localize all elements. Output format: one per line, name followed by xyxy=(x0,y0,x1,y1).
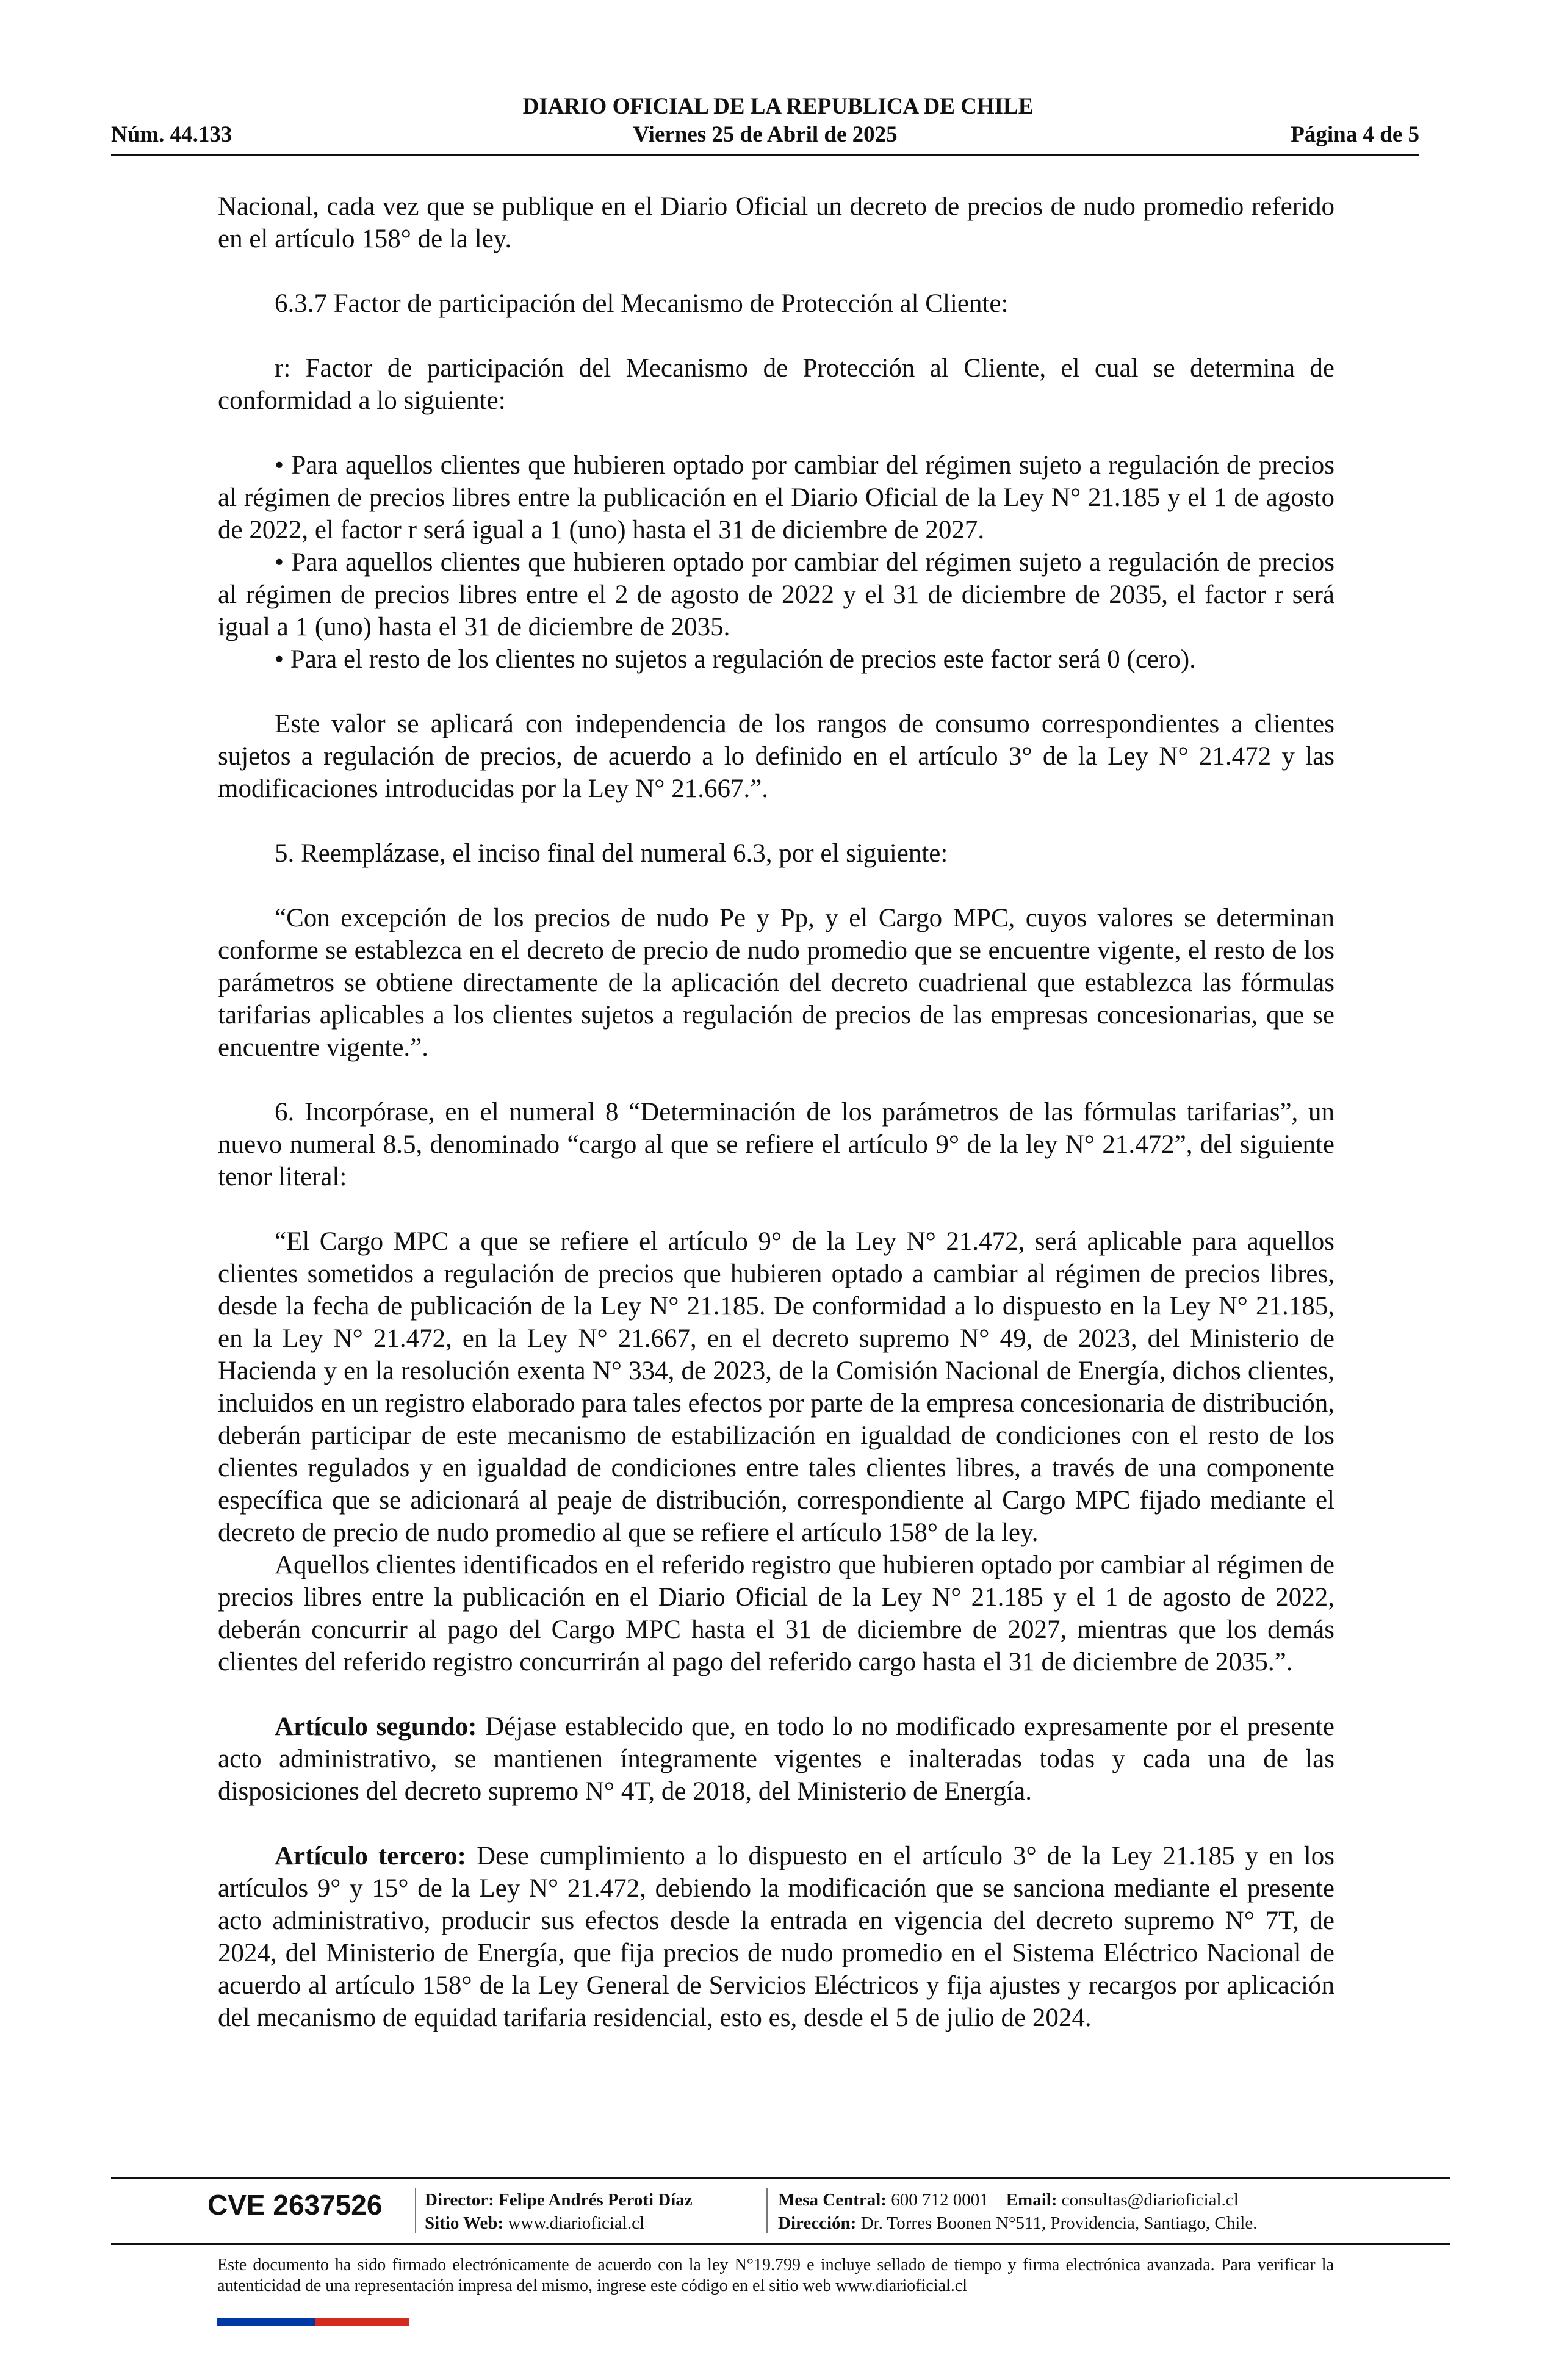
footer-separator xyxy=(766,2188,768,2233)
quoted-paragraph: “Con excepción de los precios de nudo Pe y Pp, y el Cargo MPC, cuyos valores se determinan conforme se establezca en el decreto de precio de nudo promedio que se encuentre vigente, el resto de los parámetros se obtiene directamente de la aplicación del decreto cuadrienal que establezca las fórmulas tarifarias aplicables a los clientes sujetos a regulación de precios de las empresas concesionarias, que se encuentre vigente.”. xyxy=(218,904,1334,1062)
address-label: Dirección: xyxy=(778,2213,857,2233)
paragraph: Este valor se aplicará con independencia de los rangos de consumo correspondientes a clientes sujetos a regulación de precios, de acuerdo a lo definido en el artículo 3° de la Ley N° 21.472 y las modificaciones introducidas por la Ley N° 21.667.”. xyxy=(218,710,1334,803)
header-row xyxy=(111,121,1419,149)
article-label: Artículo segundo: xyxy=(275,1712,477,1741)
mesa-value: 600 712 0001 xyxy=(886,2190,989,2210)
footer-contact-block xyxy=(778,2188,1257,2235)
bullet-item: • Para el resto de los clientes no sujetos a regulación de precios este factor será 0 (cero). xyxy=(275,645,1196,674)
newspaper-title: DIARIO OFICIAL DE LA REPUBLICA DE CHILE xyxy=(522,94,1034,119)
signature-note: Este documento ha sido firmado electrónicamente de acuerdo con la ley N°19.799 e incluye sellado de tiempo y firma electrónica avanzada. Para verificar la autenticidad de una representación impresa del mismo, ingrese este código en el sitio web www.diarioficial.cl xyxy=(217,2256,1334,2295)
footer-divider xyxy=(111,2243,1450,2245)
web-link[interactable]: www.diarioficial.cl xyxy=(503,2213,645,2233)
issue-date: Viernes 25 de Abril de 2025 xyxy=(633,122,898,147)
web-label: Sitio Web: xyxy=(425,2213,504,2233)
cve-code: CVE 2637526 xyxy=(207,2189,383,2221)
paragraph: Aquellos clientes identificados en el referido registro que hubieren optado por cambiar al régimen de precios libres entre la publicación en el Diario Oficial de la Ley N° 21.185 y el 1 de agosto de 2022, deberán concurrir al pago del Cargo MPC hasta el 31 de diciembre de 2027, mientras que los demás clientes del referido registro concurrirán al pago del referido cargo hasta el 31 de diciembre de 2035.”. xyxy=(218,1551,1334,1676)
article-text: Déjase establecido que, en todo lo no modificado expresamente por el presente acto administrativo, se mantienen íntegramente vigentes e inalteradas todas y cada una de las disposiciones del decreto supremo N° 4T, de 2018, del Ministerio de Energía. xyxy=(218,1712,1334,1806)
quoted-paragraph: “El Cargo MPC a que se refiere el artículo 9° de la Ley N° 21.472, será aplicable para aquellos clientes sometidos a regulación de precios que hubieren optado a cambiar al régimen de precios libres, desde la fecha de publicación de la Ley N° 21.185. De conformidad a lo dispuesto en la Ley N° 21.185, en la Ley N° 21.472, en la Ley N° 21.667, en el decreto supremo N° 49, de 2023, del Ministerio de Hacienda y en la resolución exenta N° 334, de 2023, de la Comisión Nacional de Energía, dichos clientes, incluidos en un registro elaborado para tales efectos por parte de la empresa concesionaria de distribución, deberán participar de este mecanismo de estabilización en igualdad de condiciones con el resto de los clientes regulados y en igualdad de condiciones entre tales clientes libres, a través de una componente específica que se adicionará al peaje de distribución, correspondiente al Cargo MPC fijado mediante el decreto de precio de nudo promedio al que se refiere el artículo 158° de la ley. xyxy=(218,1227,1334,1547)
article-second xyxy=(218,1711,1334,1808)
address-value: Dr. Torres Boonen N°511, Providencia, Santiago, Chile. xyxy=(856,2213,1258,2233)
bullet-item: • Para aquellos clientes que hubieren optado por cambiar del régimen sujeto a regulación de precios al régimen de precios libres entre la publicación en el Diario Oficial de la Ley N° 21.185 y el 1 de agosto de 2022, el factor r será igual a 1 (uno) hasta el 31 de diciembre de 2027. xyxy=(218,451,1334,544)
paragraph: Nacional, cada vez que se publique en el Diario Oficial un decreto de precios de nudo promedio referido en el artículo 158° de la ley. xyxy=(218,192,1334,253)
article-label: Artículo tercero: xyxy=(275,1842,466,1870)
director-label: Director: xyxy=(425,2190,494,2210)
paragraph: 5. Reemplázase, el inciso final del numeral 6.3, por el siguiente: xyxy=(275,839,948,868)
header-divider xyxy=(111,154,1419,156)
flag-stripe-blue xyxy=(217,2318,315,2326)
footer-separator xyxy=(415,2188,416,2233)
section-heading: 6.3.7 Factor de participación del Mecanismo de Protección al Cliente: xyxy=(275,289,1009,318)
footer-divider xyxy=(111,2177,1450,2179)
mesa-label: Mesa Central: xyxy=(778,2190,887,2210)
email-label: Email: xyxy=(1006,2190,1057,2210)
page-number: Página 4 de 5 xyxy=(1291,122,1419,147)
article-text: Dese cumplimiento a lo dispuesto en el artículo 3° de la Ley 21.185 y en los artículos 9° y 15° de la Ley N° 21.472, debiendo la modificación que se sanciona mediante el presente acto administrativo, producir sus efectos desde la entrada en vigencia del decreto supremo N° 7T, de 2024, del Ministerio de Energía, que fija precios de nudo promedio en el Sistema Eléctrico Nacional de acuerdo al artículo 158° de la Ley General de Servicios Eléctricos y fija ajustes y recargos por aplicación del mecanismo de equidad tarifaria residencial, esto es, desde el 5 de julio de 2024. xyxy=(218,1842,1334,2032)
article-third xyxy=(218,1840,1334,2034)
paragraph: r: Factor de participación del Mecanismo de Protección al Cliente, el cual se determina de conformidad a lo siguiente: xyxy=(218,354,1334,415)
flag-stripe-red xyxy=(315,2318,409,2326)
footer-director-block xyxy=(425,2188,693,2235)
issue-number: Núm. 44.133 xyxy=(111,122,232,147)
bullet-item: • Para aquellos clientes que hubieren optado por cambiar del régimen sujeto a regulación de precios al régimen de precios libres entre el 2 de agosto de 2022 y el 31 de diciembre de 2035, el factor r será igual a 1 (uno) hasta el 31 de diciembre de 2035. xyxy=(218,548,1334,641)
director-value: Felipe Andrés Peroti Díaz xyxy=(494,2190,693,2210)
email-link[interactable]: consultas@diarioficial.cl xyxy=(1057,2190,1239,2210)
document-body xyxy=(218,190,1334,2034)
paragraph: 6. Incorpórase, en el numeral 8 “Determinación de los parámetros de las fórmulas tarifarias”, un nuevo numeral 8.5, denominado “cargo al que se refiere el artículo 9° de la ley N° 21.472”, del siguiente tenor literal: xyxy=(218,1098,1334,1191)
